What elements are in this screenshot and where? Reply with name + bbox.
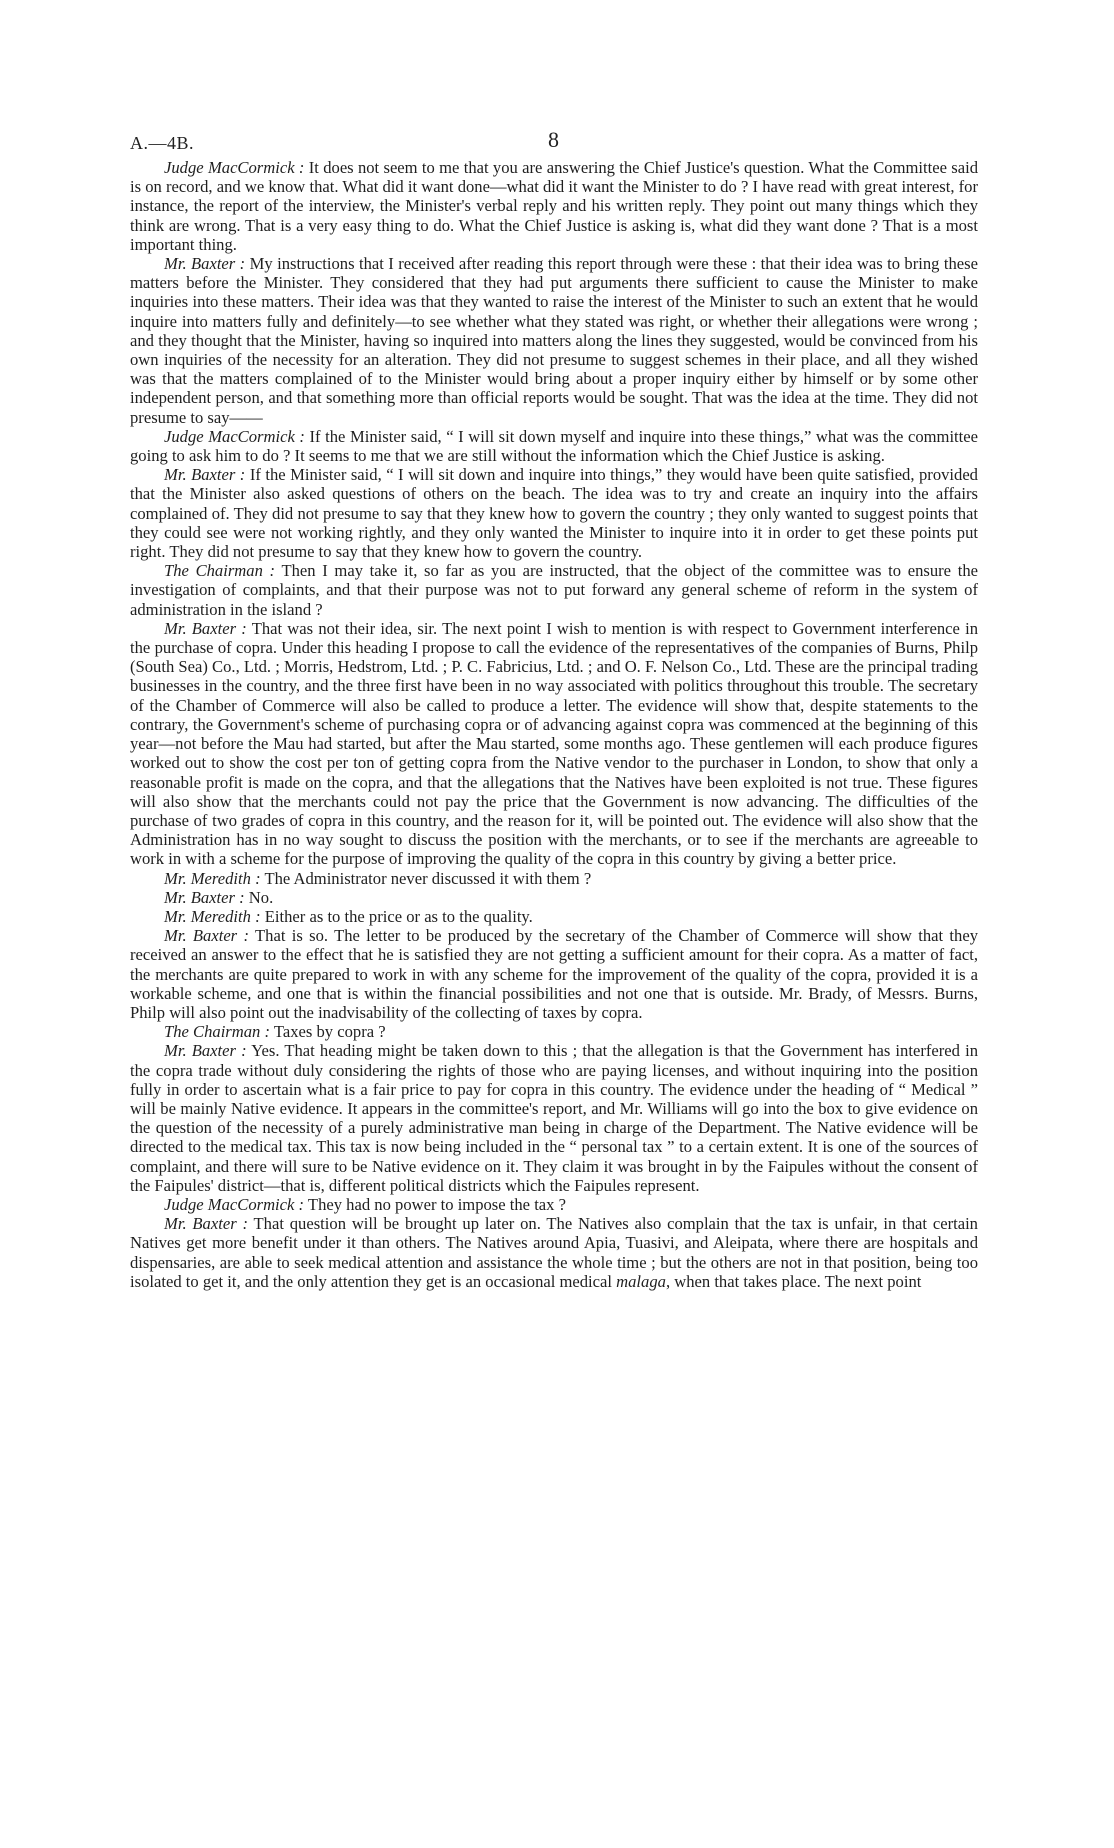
speaker-name: Mr. Baxter : xyxy=(164,1041,247,1061)
speaker-name: Judge MacCormick : xyxy=(164,426,305,446)
transcript-body xyxy=(130,158,978,1291)
speaker-name: Mr. Baxter : xyxy=(164,1214,248,1234)
paragraph-text: If the Minister said, “ I will sit down and inquire into things,” they would have been quite satisfied, provided that the Minister also asked questions of others on the beach. The idea was to try and create an inquiry into the affairs complained of. They did not presume to say that they knew how to govern the country ; they only wanted to suggest points that they could see were not working rightly, and they only wanted the Minister to inquire into it in order to get these points put right. They did not presume to say that they knew how to govern the country. xyxy=(130,465,978,562)
paragraph-text: It does not seem to me that you are answering the Chief Justice's question. What the Committee said is on record, and we know that. What did it want done—what did it want the Minister to do ? I have read with great interest, for instance, the report of the interview, the Minister's verbal reply and his written reply. They point out many things which they think are wrong. That is a very easy thing to do. What the Chief Justice is asking is, what did they want done ? That is a most important thing. xyxy=(130,158,979,254)
paragraph xyxy=(130,1214,978,1291)
paragraph xyxy=(130,888,978,907)
speaker-name: The Chairman : xyxy=(164,561,276,581)
paragraph-text: Taxes by copra ? xyxy=(270,1022,386,1042)
speaker-name: Mr. Meredith : xyxy=(164,906,261,926)
paragraph-text-continued: , when that takes place. The next point xyxy=(665,1271,922,1291)
paragraph-text: That is so. The letter to be produced by the secretary of the Chamber of Commerce will show that they received an answer to the effect that he is satisfied they are not getting a sufficient amount for their copra. As a matter of fact, the merchants are quite prepared to work in with any scheme for the improvement of the quality of the copra, provided it is a workable scheme, and one that is within the financial possibilities and not one that is outside. Mr. Brady, of Messrs. Burns, Philp will also point out the inadvisability of the collecting of taxes by copra. xyxy=(130,926,978,1022)
paragraph-text: My instructions that I received after reading this report through were these : that their idea was to bring these matters before the Minister. They considered that they had put arguments there sufficient to cause the Minister to make inquiries into these matters. Their idea was that they wanted to raise the interest of the Minister to such an extent that he would inquire into matters fully and definitely—to see whether what they stated was right, or whether their allegations were wrong ; and they thought that the Minister, having so inquired into matters along the lines they suggested, would be convinced from his own inquiries of the necessity for an alteration. They did not presume to suggest schemes in their place, and all they wished was that the matters complained of to the Minister would bring about a proper inquiry either by himself or by some other independent person, and that something more than official reports would be sought. That was the idea at the time. They did not presume to say—— xyxy=(130,254,978,427)
paragraph-text: The Administrator never discussed it with them ? xyxy=(260,868,592,888)
page-number: 8 xyxy=(548,127,559,152)
paragraph xyxy=(130,254,978,427)
paragraph xyxy=(130,907,978,926)
speaker-name: Mr. Baxter : xyxy=(164,254,246,274)
paragraph xyxy=(130,619,978,869)
paragraph-text: They had no power to impose the tax ? xyxy=(304,1194,566,1214)
paragraph xyxy=(130,1195,978,1214)
speaker-name: Mr. Meredith : xyxy=(164,868,261,888)
paragraph-text: No. xyxy=(244,887,274,907)
paragraph xyxy=(130,465,978,561)
paragraph xyxy=(130,427,978,465)
speaker-name: Mr. Baxter : xyxy=(164,618,247,638)
paragraph-text: Yes. That heading might be taken down to this ; that the allegation is that the Government has interfered in the copra trade without duly considering the rights of those who are paying licenses, and without inquiring into the position fully in order to ascertain what is a fair price to pay for copra in this country. The evidence under the heading of “ Medical ” will be mainly Native evidence. It appears in the committee's report, and Mr. Williams will go into the box to give evidence on the question of the necessity of a purely administrative man being in charge of the Department. The Native evidence will be directed to the medical tax. This tax is now being included in the “ personal tax ” to a certain extent. It is one of the sources of complaint, and there will sure to be Native evidence on it. They claim it was brought in by the Faipules without the consent of the Faipules' district—that is, different political districts which the Faipules represent. xyxy=(130,1041,978,1195)
italic-term: malaga xyxy=(616,1271,666,1291)
paragraph xyxy=(130,158,978,254)
paragraph-text: Then I may take it, so far as you are instructed, that the object of the committee was to ensure the investigation of complaints, and that their purpose was not to put forward any general scheme of reform in the system of administration in the island ? xyxy=(130,561,978,619)
page-header xyxy=(130,108,978,158)
paragraph xyxy=(130,926,978,1022)
paragraph-text: If the Minister said, “ I will sit down myself and inquire into these things,” what was the committee going to ask him to do ? It seems to me that we are still without the information which the Chief Justice is asking. xyxy=(130,426,979,466)
paragraph xyxy=(130,1022,978,1041)
paragraph-text: That was not their idea, sir. The next point I wish to mention is with respect to Government interference in the purchase of copra. Under this heading I propose to call the evidence of the representatives of the companies of Burns, Philp (South Sea) Co., Ltd. ; Morris, Hedstrom, Ltd. ; P. C. Fabricius, Ltd. ; and O. F. Nelson Co., Ltd. These are the principal trading businesses in the country, and the three first have been in no way associated with politics throughout this trouble. The secretary of the Chamber of Commerce will also be called to produce a letter. The evidence will show that, despite statements to the contrary, the Government's scheme of purchasing copra or of advancing against copra was commenced at the beginning of this year—not before the Mau had started, but after the Mau started, some months ago. These gentlemen will each produce figures worked out to show the cost per ton of getting copra from the Native vendor to the purchaser in London, to show that only a reasonable profit is made on the copra, and that the allegations that the Natives have been exploited is not true. These figures will also show that the merchants could not pay the price that the Government is now advancing. The difficulties of the purchase of two grades of copra in this country, and the reason for it, will be pointed out. The evidence will also show that the Administration has in no way sought to discuss the position with the merchants, or to see if the merchants are agreeable to work in with a scheme for the purpose of improving the quality of the copra in this country by giving a better price. xyxy=(130,618,978,869)
paragraph xyxy=(130,561,978,619)
speaker-name: Mr. Baxter : xyxy=(164,887,245,907)
paragraph xyxy=(130,869,978,888)
paragraph-text: Either as to the price or as to the quality. xyxy=(260,906,533,926)
document-reference: A.—4B. xyxy=(130,133,195,153)
document-page xyxy=(130,108,978,1291)
speaker-name: Judge MacCormick : xyxy=(164,1194,305,1214)
paragraph-text: That question will be brought up later on. The Natives also complain that the tax is unfair, in that certain Natives get more benefit under it than others. The Natives around Apia, Tuasivi, and Aleipata, where there are hospitals and dispensaries, are able to seek medical attention and assistance the whole time ; but the others are not in that position, being too isolated to get it, and the only attention they get is an occasional medical xyxy=(130,1214,978,1291)
speaker-name: Mr. Baxter : xyxy=(164,465,246,485)
speaker-name: Judge MacCormick : xyxy=(164,158,305,177)
speaker-name: Mr. Baxter : xyxy=(164,926,249,946)
paragraph xyxy=(130,1041,978,1195)
speaker-name: The Chairman : xyxy=(164,1022,271,1042)
